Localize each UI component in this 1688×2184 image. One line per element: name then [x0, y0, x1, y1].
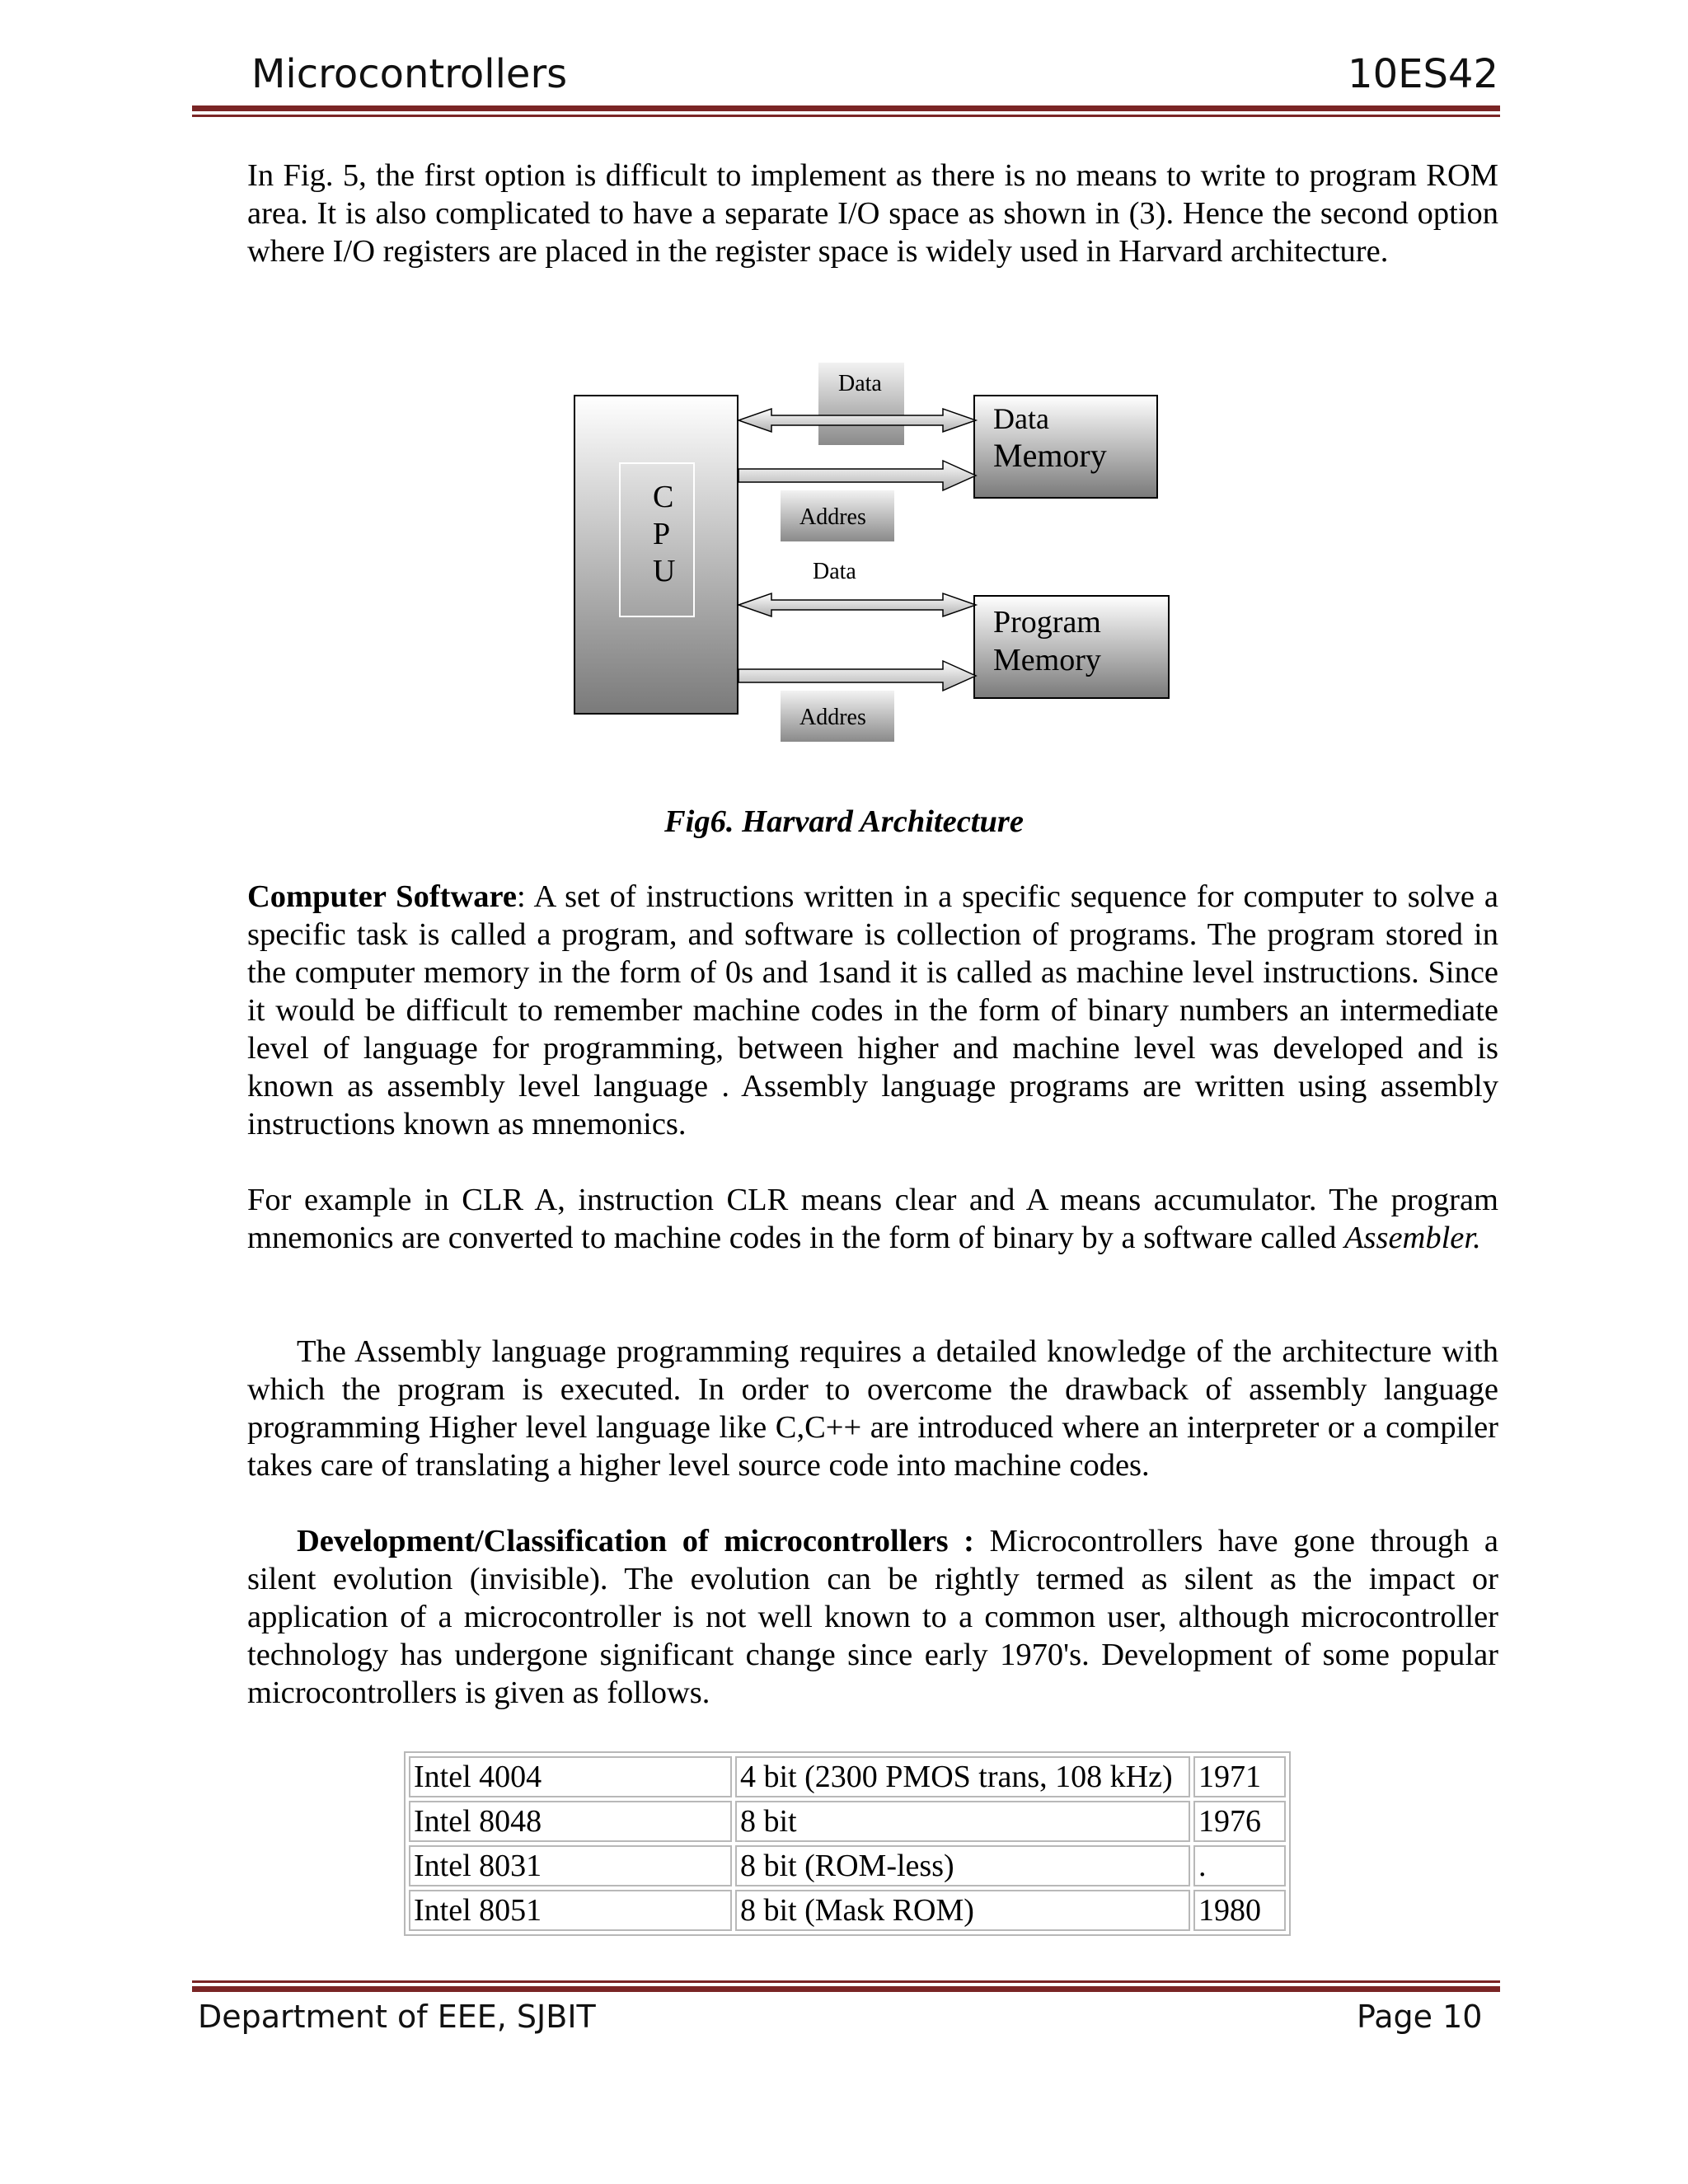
paragraph-fig5-options: In Fig. 5, the first option is difficult to implement as there is no means to write to program ROM area. It is also complicated to have a separate I/O space as shown in (3). Hence the second option where I/O registers are placed in the register space is widely used in Harvard architecture.: [247, 158, 1498, 269]
header-rule-thin: [192, 115, 1500, 117]
footer-rule: [192, 1986, 1500, 1992]
table-cell-name: Intel 8051: [409, 1890, 732, 1931]
table-cell-year: .: [1193, 1845, 1286, 1886]
figure-caption: Fig6. Harvard Architecture: [664, 804, 1024, 839]
header-rule: [192, 105, 1500, 111]
header-title: Microcontrollers: [251, 51, 568, 97]
footer-page-number: Page 10: [1357, 1999, 1483, 2035]
bus-data-top-label: Data: [838, 371, 882, 396]
microcontroller-table: [404, 1751, 1291, 1936]
footer-rule-thin: [192, 1980, 1500, 1983]
bus-address-1-label: Addres: [799, 504, 866, 530]
program-memory-label-2: Memory: [993, 643, 1101, 677]
paragraph-computer-software-body: : A set of instructions written in a specific sequence for computer to solve a specific task is called a program, and software is collection of programs. The program stored in the computer memory in the form of 0s and 1sand it is called as machine level instructions. Since it would be difficult to remember machine codes in the form of binary numbers an intermediate level of language for programming, between higher and machine level was developed and is known as assembly level language . Assembly language programs are written using assembly instructions known as mnemonics.: [247, 879, 1498, 1141]
paragraph-clr-example-body: For example in CLR A, instruction CLR means clear and A means accumulator. The program mnemonics are converted to machine codes in the form of binary by a software called: [247, 1183, 1498, 1255]
cpu-letter-p: P: [653, 517, 671, 551]
cpu-letter-c: C: [653, 480, 674, 514]
data-memory-label-1: Data: [993, 402, 1049, 435]
paragraph-development-lead: Development/Classification of microcontrollers :: [297, 1524, 975, 1558]
table-cell-year: 1980: [1193, 1890, 1286, 1931]
paragraph-clr-example: [247, 1181, 1498, 1257]
paragraph-assembly-language: The Assembly language programming requires a detailed knowledge of the architecture with which the program is executed. In order to overcome the drawback of assembly language programming Higher level language like C,C++ are introduced where an interpreter or a compiler takes care of translating a higher level source code into machine codes.: [247, 1334, 1498, 1483]
header-course-code: 10ES42: [1348, 51, 1498, 97]
table-cell-name: Intel 8031: [409, 1845, 732, 1886]
table-row: [409, 1890, 1286, 1931]
table-cell-spec: 4 bit (2300 PMOS trans, 108 kHz): [735, 1756, 1190, 1797]
data-bus-2-arrow: [738, 593, 976, 616]
paragraph-development-body: Microcontrollers have gone through a silent evolution (invisible). The evolution can be rightly termed as silent as the impact or application of a microcontroller is not well known to a common user, although microcontroller technology has undergone significant change since early 1970's. Development of some popular microcontrollers is given as follows.: [247, 1524, 1498, 1710]
paragraph-computer-software-lead: Computer Software: [247, 879, 517, 914]
address-bus-1-arrow: [738, 461, 976, 490]
bus-data-2-label: Data: [813, 559, 856, 584]
table-cell-year: 1971: [1193, 1756, 1286, 1797]
bus-address-2-label: Addres: [799, 705, 866, 730]
table-row: [409, 1756, 1286, 1797]
table-cell-name: Intel 8048: [409, 1801, 732, 1842]
table-cell-year: 1976: [1193, 1801, 1286, 1842]
table-cell-spec: 8 bit (ROM-less): [735, 1845, 1190, 1886]
table-cell-spec: 8 bit (Mask ROM): [735, 1890, 1190, 1931]
paragraph-clr-example-italic: Assembler.: [1343, 1221, 1481, 1255]
harvard-architecture-diagram: [569, 363, 1179, 750]
cpu-letter-u: U: [653, 554, 676, 588]
data-memory-label-2: Memory: [993, 437, 1107, 474]
program-memory-label-1: Program: [993, 605, 1101, 640]
table-row: [409, 1845, 1286, 1886]
footer-department: Department of EEE, SJBIT: [198, 1999, 596, 2035]
table-cell-spec: 8 bit: [735, 1801, 1190, 1842]
paragraph-computer-software: [247, 878, 1498, 1143]
paragraph-development-classification: [247, 1522, 1498, 1712]
address-bus-2-arrow: [738, 661, 976, 691]
table-row: [409, 1801, 1286, 1842]
table-cell-name: Intel 4004: [409, 1756, 732, 1797]
